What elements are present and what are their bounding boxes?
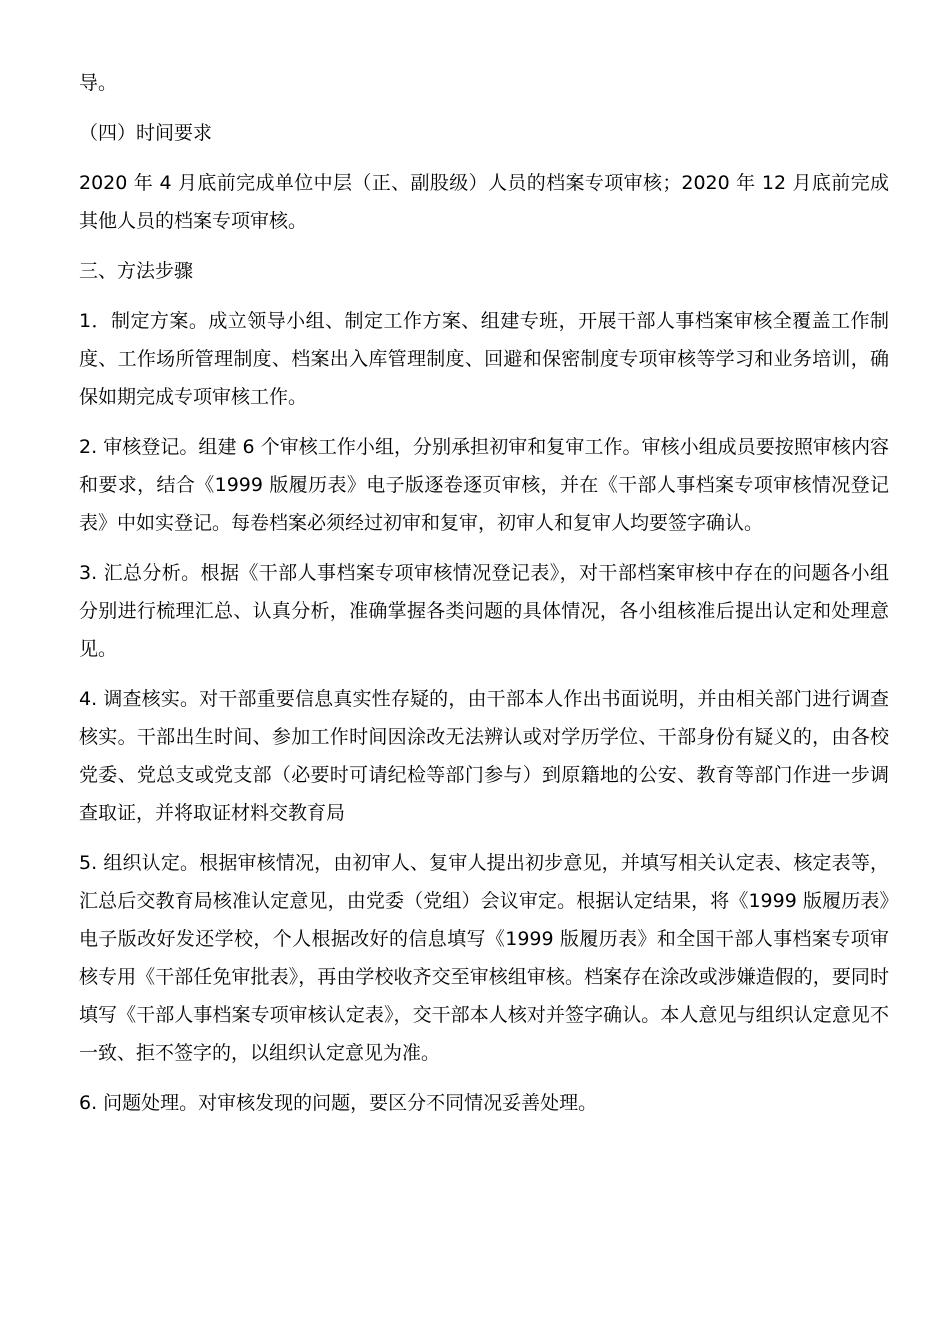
paragraph-step-4: 4. 调查核实。对干部重要信息真实性存疑的，由干部本人作出书面说明，并由相关部门进行调查核实。干部出生时间、参加工作时间因涂改无法辨认或对学历学位、干部身份有疑义的，由各校党委、党总支或党支部（必要时可请纪检等部门参与）到原籍地的公安、教育等部门作进一步调查取证，并将取证材料交教育局 — [79, 688, 889, 824]
paragraph-step-5: 5. 组织认定。根据审核情况，由初审人、复审人提出初步意见，并填写相关认定表、核定表等，汇总后交教育局核准认定意见，由党委（党组）会议审定。根据认定结果，将《1999 版履历表》电子版改好发还学校，个人根据改好的信息填写《1999 版履历表》和全国干部人事档案专项审核专用《干部任免审批表》，再由学校收齐交至审核组审核。档案存在涂改或涉嫌造假的，要同时填写《干部人事档案专项审核认定表》，交干部本人核对并签字确认。本人意见与组织认定意见不一致、拒不签字的，以组织认定意见为准。 — [79, 852, 889, 1064]
section-heading-methods-steps: 三、方法步骤 — [79, 260, 194, 282]
paragraph-step-1: 1．制定方案。成立领导小组、制定工作方案、组建专班，开展干部人事档案审核全覆盖工作制度、工作场所管理制度、档案出入库管理制度、回避和保密制度专项审核等学习和业务培训，确保如期完成专项审核工作。 — [79, 310, 889, 408]
section-heading-time-requirements: （四）时间要求 — [79, 122, 213, 144]
paragraph-step-6: 6. 问题处理。对审核发现的问题，要区分不同情况妥善处理。 — [79, 1092, 598, 1114]
paragraph-time-requirements: 2020 年 4 月底前完成单位中层（正、副股级）人员的档案专项审核；2020 年 12 月底前完成其他人员的档案专项审核。 — [79, 172, 889, 232]
paragraph-step-2: 2. 审核登记。组建 6 个审核工作小组，分别承担初审和复审工作。审核小组成员要按照审核内容和要求，结合《1999 版履历表》电子版逐卷逐页审核，并在《干部人事档案专项审核情况登记表》中如实登记。每卷档案必须经过初审和复审，初审人和复审人均要签字确认。 — [79, 436, 889, 534]
paragraph-step-3: 3. 汇总分析。根据《干部人事档案专项审核情况登记表》，对干部档案审核中存在的问题各小组分别进行梳理汇总、认真分析，准确掌握各类问题的具体情况，各小组核准后提出认定和处理意见。 — [79, 562, 889, 660]
document-page — [79, 64, 889, 1134]
paragraph-continuation: 导。 — [79, 72, 118, 94]
